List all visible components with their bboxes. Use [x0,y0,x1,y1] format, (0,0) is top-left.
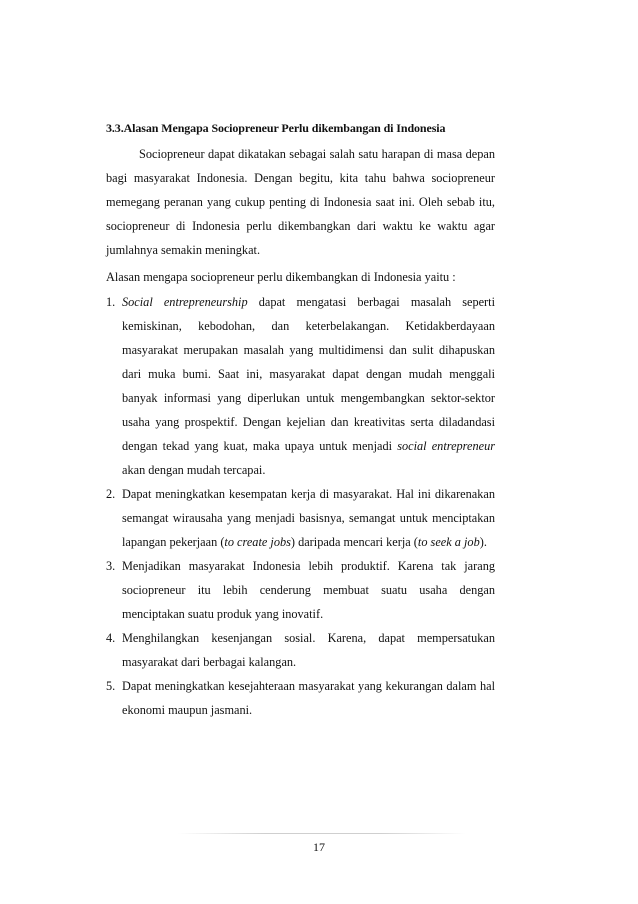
list-item [106,482,495,554]
item-text: Dapat meningkatkan kesempatan kerja di masyarakat. Hal ini dikarenakan semangat wirausaha yang menjadi basisnya, semangat untuk menciptakan lapangan pekerjaan ( [122,487,495,549]
list-item [106,626,495,674]
italic-term: to seek a job [417,535,480,549]
item-text: akan dengan mudah tercapai. [122,463,266,477]
item-text: Dapat meningkatkan kesejahteraan masyarakat yang kekurangan dalam hal ekonomi maupun jasmani. [122,679,495,717]
italic-term: social entrepreneur [397,439,496,453]
list-intro: Alasan mengapa sociopreneur perlu dikembangkan di Indonesia yaitu : [106,270,456,284]
item-number: 1. [106,295,116,309]
footer-divider [178,833,466,834]
item-text: ). [479,535,487,549]
italic-term: to create jobs [224,535,291,549]
italic-term: Social entrepreneurship [122,295,248,309]
item-number: 2. [106,487,116,501]
item-text: dapat mengatasi berbagai masalah seperti kemiskinan, kebodohan, dan keterbelakangan. Ketidakberdayaan masyarakat merupakan masalah yang multidimensi dan sulit dihapuskan dari muka bumi. Saat ini, masyarakat dapat dengan mudah menggali banyak informasi yang diperlukan untuk mengembangkan sektor-sektor usaha yang prospektif. Dengan kejelian dan kreativitas serta diladandasi dengan tekad yang kuat, maka upaya untuk menjadi [122,295,495,453]
page-number: 17 [313,840,325,854]
item-text: ) daripada mencari kerja ( [290,535,418,549]
list-item [106,290,495,482]
item-text: Menghilangkan kesenjangan sosial. Karena, dapat mempersatukan masyarakat dari berbagai kalangan. [122,631,495,669]
item-number: 3. [106,559,116,573]
body-paragraph: Sociopreneur dapat dikatakan sebagai salah satu harapan di masa depan bagi masyarakat Indonesia. Dengan begitu, kita tahu bahwa sociopreneur memegang peranan yang cukup penting di Indonesia saat ini. Oleh sebab itu, sociopreneur di Indonesia perlu dikembangkan dari waktu ke waktu agar jumlahnya semakin meningkat. [106,147,495,257]
reasons-list [106,290,495,722]
list-item [106,674,495,722]
list-item [106,554,495,626]
section-heading: 3.3.Alasan Mengapa Sociopreneur Perlu dikembangan di Indonesia [106,121,446,135]
item-number: 5. [106,679,116,693]
item-text: Menjadikan masyarakat Indonesia lebih produktif. Karena tak jarang sociopreneur itu lebih cenderung membuat suatu usaha dengan menciptakan suatu produk yang inovatif. [122,559,495,621]
item-number: 4. [106,631,116,645]
